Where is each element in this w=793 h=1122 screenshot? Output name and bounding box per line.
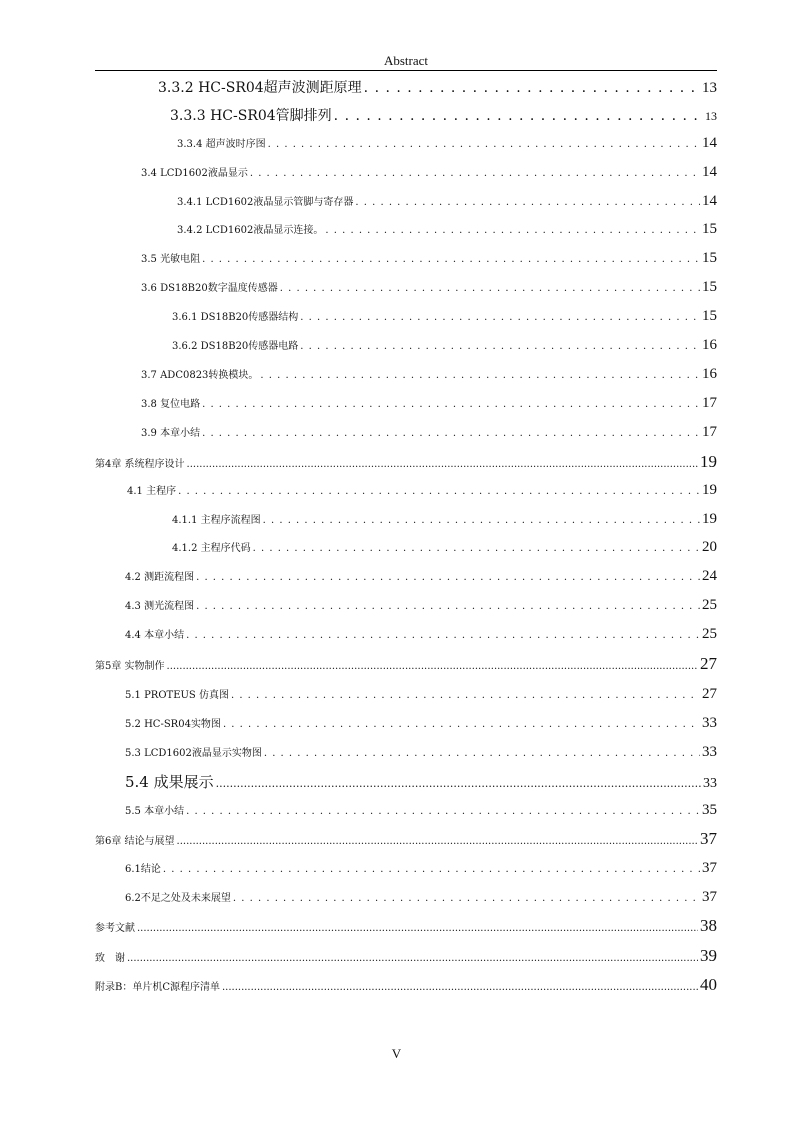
toc-entry-page: 15 — [702, 250, 717, 266]
toc-entry-title: 3.6.2 DS18B20传感器电路 — [172, 341, 299, 352]
toc-leader — [202, 254, 700, 265]
toc-entry[interactable] — [125, 889, 717, 906]
toc-entry-chapter[interactable] — [95, 946, 717, 966]
toc-leader — [167, 661, 698, 672]
toc-leader — [260, 370, 700, 381]
toc-leader — [177, 836, 698, 847]
toc-entry-page: 39 — [700, 946, 717, 965]
toc-entry-title: 3.7 ADC0823转换模块。 — [141, 370, 259, 381]
toc-entry-page: 13 — [705, 109, 717, 123]
toc-entry-page: 27 — [700, 654, 717, 673]
toc-entry-title: 4.3 测光流程图 — [125, 601, 195, 612]
toc-leader — [231, 690, 700, 701]
toc-entry-title: 4.4 本章小结 — [125, 630, 185, 641]
toc-entry[interactable] — [172, 308, 717, 325]
toc-entry-chapter[interactable] — [95, 654, 717, 674]
toc-entry-page: 17 — [702, 395, 717, 411]
toc-entry[interactable] — [125, 568, 717, 585]
toc-leader — [325, 225, 700, 236]
toc-entry[interactable] — [125, 860, 717, 877]
toc-leader — [202, 428, 700, 439]
toc-leader — [163, 864, 700, 875]
toc-entry-page: 37 — [702, 860, 717, 876]
toc-entry-page: 27 — [702, 686, 717, 702]
toc-entry[interactable] — [141, 164, 717, 181]
toc-entry-page: 37 — [700, 829, 717, 848]
toc-entry-title: 5.2 HC-SR04实物图 — [125, 719, 221, 730]
toc-leader — [264, 748, 700, 759]
toc-leader — [300, 341, 700, 352]
toc-entry-title: 3.6 DS18B20数字温度传感器 — [141, 283, 278, 294]
toc-entry-title: 第5章 实物制作 — [95, 661, 165, 672]
toc-entry-title: 4.1 主程序 — [127, 486, 177, 497]
toc-entry-page: 25 — [702, 626, 717, 642]
toc-entry[interactable] — [158, 77, 717, 97]
toc-entry-title: 5.5 本章小结 — [125, 806, 185, 817]
toc-entry-title: 3.3.2 HC-SR04超声波测距原理 — [158, 80, 362, 96]
toc-entry-chapter[interactable] — [95, 916, 717, 936]
toc-entry[interactable] — [141, 395, 717, 412]
toc-entry[interactable] — [170, 105, 717, 125]
page-header: Abstract — [383, 53, 429, 68]
toc-entry-page: 19 — [702, 511, 717, 527]
toc-entry-title: 4.1.1 主程序流程图 — [172, 515, 261, 526]
toc-entry[interactable] — [141, 424, 717, 441]
toc-entry-page: 38 — [700, 916, 717, 935]
toc-leader — [280, 283, 700, 294]
toc-entry-title: 3.4 LCD1602液晶显示 — [141, 168, 248, 179]
toc-entry-page: 15 — [702, 308, 717, 324]
toc-entry[interactable] — [177, 135, 717, 152]
toc-leader — [137, 923, 698, 934]
toc-entry-page: 37 — [702, 889, 717, 905]
toc-entry-title: 3.3.4 超声波时序图 — [177, 139, 266, 150]
toc-entry-title: 3.4.1 LCD1602液晶显示管脚与寄存器 — [177, 197, 354, 208]
toc-entry-title: 4.2 测距流程图 — [125, 572, 195, 583]
toc-entry-page: 35 — [702, 802, 717, 818]
toc-leader — [196, 601, 700, 612]
toc-leader — [355, 197, 700, 208]
toc-entry-page: 33 — [702, 744, 717, 760]
toc-entry-title: 附录B：单片机C源程序清单 — [95, 982, 220, 993]
toc-entry-page: 25 — [702, 597, 717, 613]
toc-entry[interactable] — [125, 715, 717, 732]
toc-entry[interactable] — [177, 193, 717, 210]
toc-leader — [364, 80, 700, 96]
toc-entry-chapter[interactable] — [95, 452, 717, 472]
toc-entry-title: 6.1结论 — [125, 864, 161, 875]
toc-entry-title: 3.4.2 LCD1602液晶显示连接。 — [177, 225, 324, 236]
toc-entry-page: 14 — [702, 135, 717, 151]
toc-entry-title: 3.8 复位电路 — [141, 399, 201, 410]
toc-entry[interactable] — [125, 686, 717, 703]
toc-entry-page: 13 — [702, 80, 717, 96]
toc-entry[interactable] — [141, 279, 717, 296]
toc-entry[interactable] — [127, 482, 717, 499]
toc-leader — [186, 630, 700, 641]
toc-entry-title: 致 谢 — [95, 953, 125, 964]
toc-entry-title: 第4章 系统程序设计 — [95, 459, 185, 470]
toc-entry-page: 24 — [702, 568, 717, 584]
toc-entry[interactable] — [172, 539, 717, 556]
toc-entry-title: 5.4 成果展示 — [125, 773, 214, 791]
toc-entry[interactable] — [125, 626, 717, 643]
toc-leader — [253, 543, 700, 554]
toc-entry[interactable] — [177, 221, 717, 238]
toc-leader — [268, 139, 700, 150]
toc-entry-title: 第6章 结论与展望 — [95, 836, 175, 847]
header-rule — [95, 70, 717, 71]
toc-entry-page: 14 — [702, 193, 717, 209]
toc-leader — [202, 399, 700, 410]
toc-entry[interactable] — [125, 597, 717, 614]
toc-entry-title: 3.6.1 DS18B20传感器结构 — [172, 312, 299, 323]
toc-entry-page: 15 — [702, 279, 717, 295]
toc-entry-page: 15 — [702, 221, 717, 237]
toc-leader — [223, 719, 700, 730]
toc-entry-title: 3.9 本章小结 — [141, 428, 201, 439]
toc-entry[interactable] — [125, 802, 717, 819]
toc-entry[interactable] — [172, 337, 717, 354]
toc-leader — [334, 108, 703, 124]
toc-entry-page: 16 — [702, 337, 717, 353]
toc-leader — [233, 893, 700, 904]
page-number: V — [391, 1046, 402, 1061]
toc-entry-title: 3.5 光敏电阻 — [141, 254, 201, 265]
toc-leader — [178, 486, 700, 497]
toc-leader — [187, 459, 698, 470]
toc-entry-page: 33 — [703, 776, 717, 791]
toc-leader — [250, 168, 700, 179]
toc-entry[interactable] — [141, 366, 717, 383]
toc-entry-page: 16 — [702, 366, 717, 382]
toc-entry-title: 4.1.2 主程序代码 — [172, 543, 251, 554]
toc-entry-page: 17 — [702, 424, 717, 440]
toc-leader — [127, 953, 698, 964]
toc-entry-chapter[interactable] — [95, 975, 717, 995]
toc-entry-title: 5.3 LCD1602液晶显示实物图 — [125, 748, 262, 759]
toc-entry[interactable] — [141, 250, 717, 267]
toc-leader — [186, 806, 700, 817]
toc-leader — [216, 777, 701, 790]
toc-entry[interactable] — [125, 771, 717, 792]
toc-entry[interactable] — [125, 744, 717, 761]
toc-entry-page: 20 — [702, 539, 717, 555]
toc-entry-title: 参考文献 — [95, 923, 135, 934]
toc-entry-title: 6.2不足之处及未来展望 — [125, 893, 231, 904]
toc-entry-page: 14 — [702, 164, 717, 180]
toc-entry-page: 19 — [700, 452, 717, 471]
toc-leader — [300, 312, 700, 323]
toc-entry-page: 33 — [702, 715, 717, 731]
toc-leader — [222, 982, 698, 993]
toc-entry[interactable] — [172, 511, 717, 528]
toc-entry-page: 19 — [702, 482, 717, 498]
toc-leader — [196, 572, 700, 583]
toc-entry-title: 5.1 PROTEUS 仿真图 — [125, 690, 229, 701]
toc-entry-chapter[interactable] — [95, 829, 717, 849]
toc-entry-page: 40 — [700, 975, 717, 994]
toc-leader — [263, 515, 700, 526]
toc-entry-title: 3.3.3 HC-SR04管脚排列 — [170, 108, 332, 124]
